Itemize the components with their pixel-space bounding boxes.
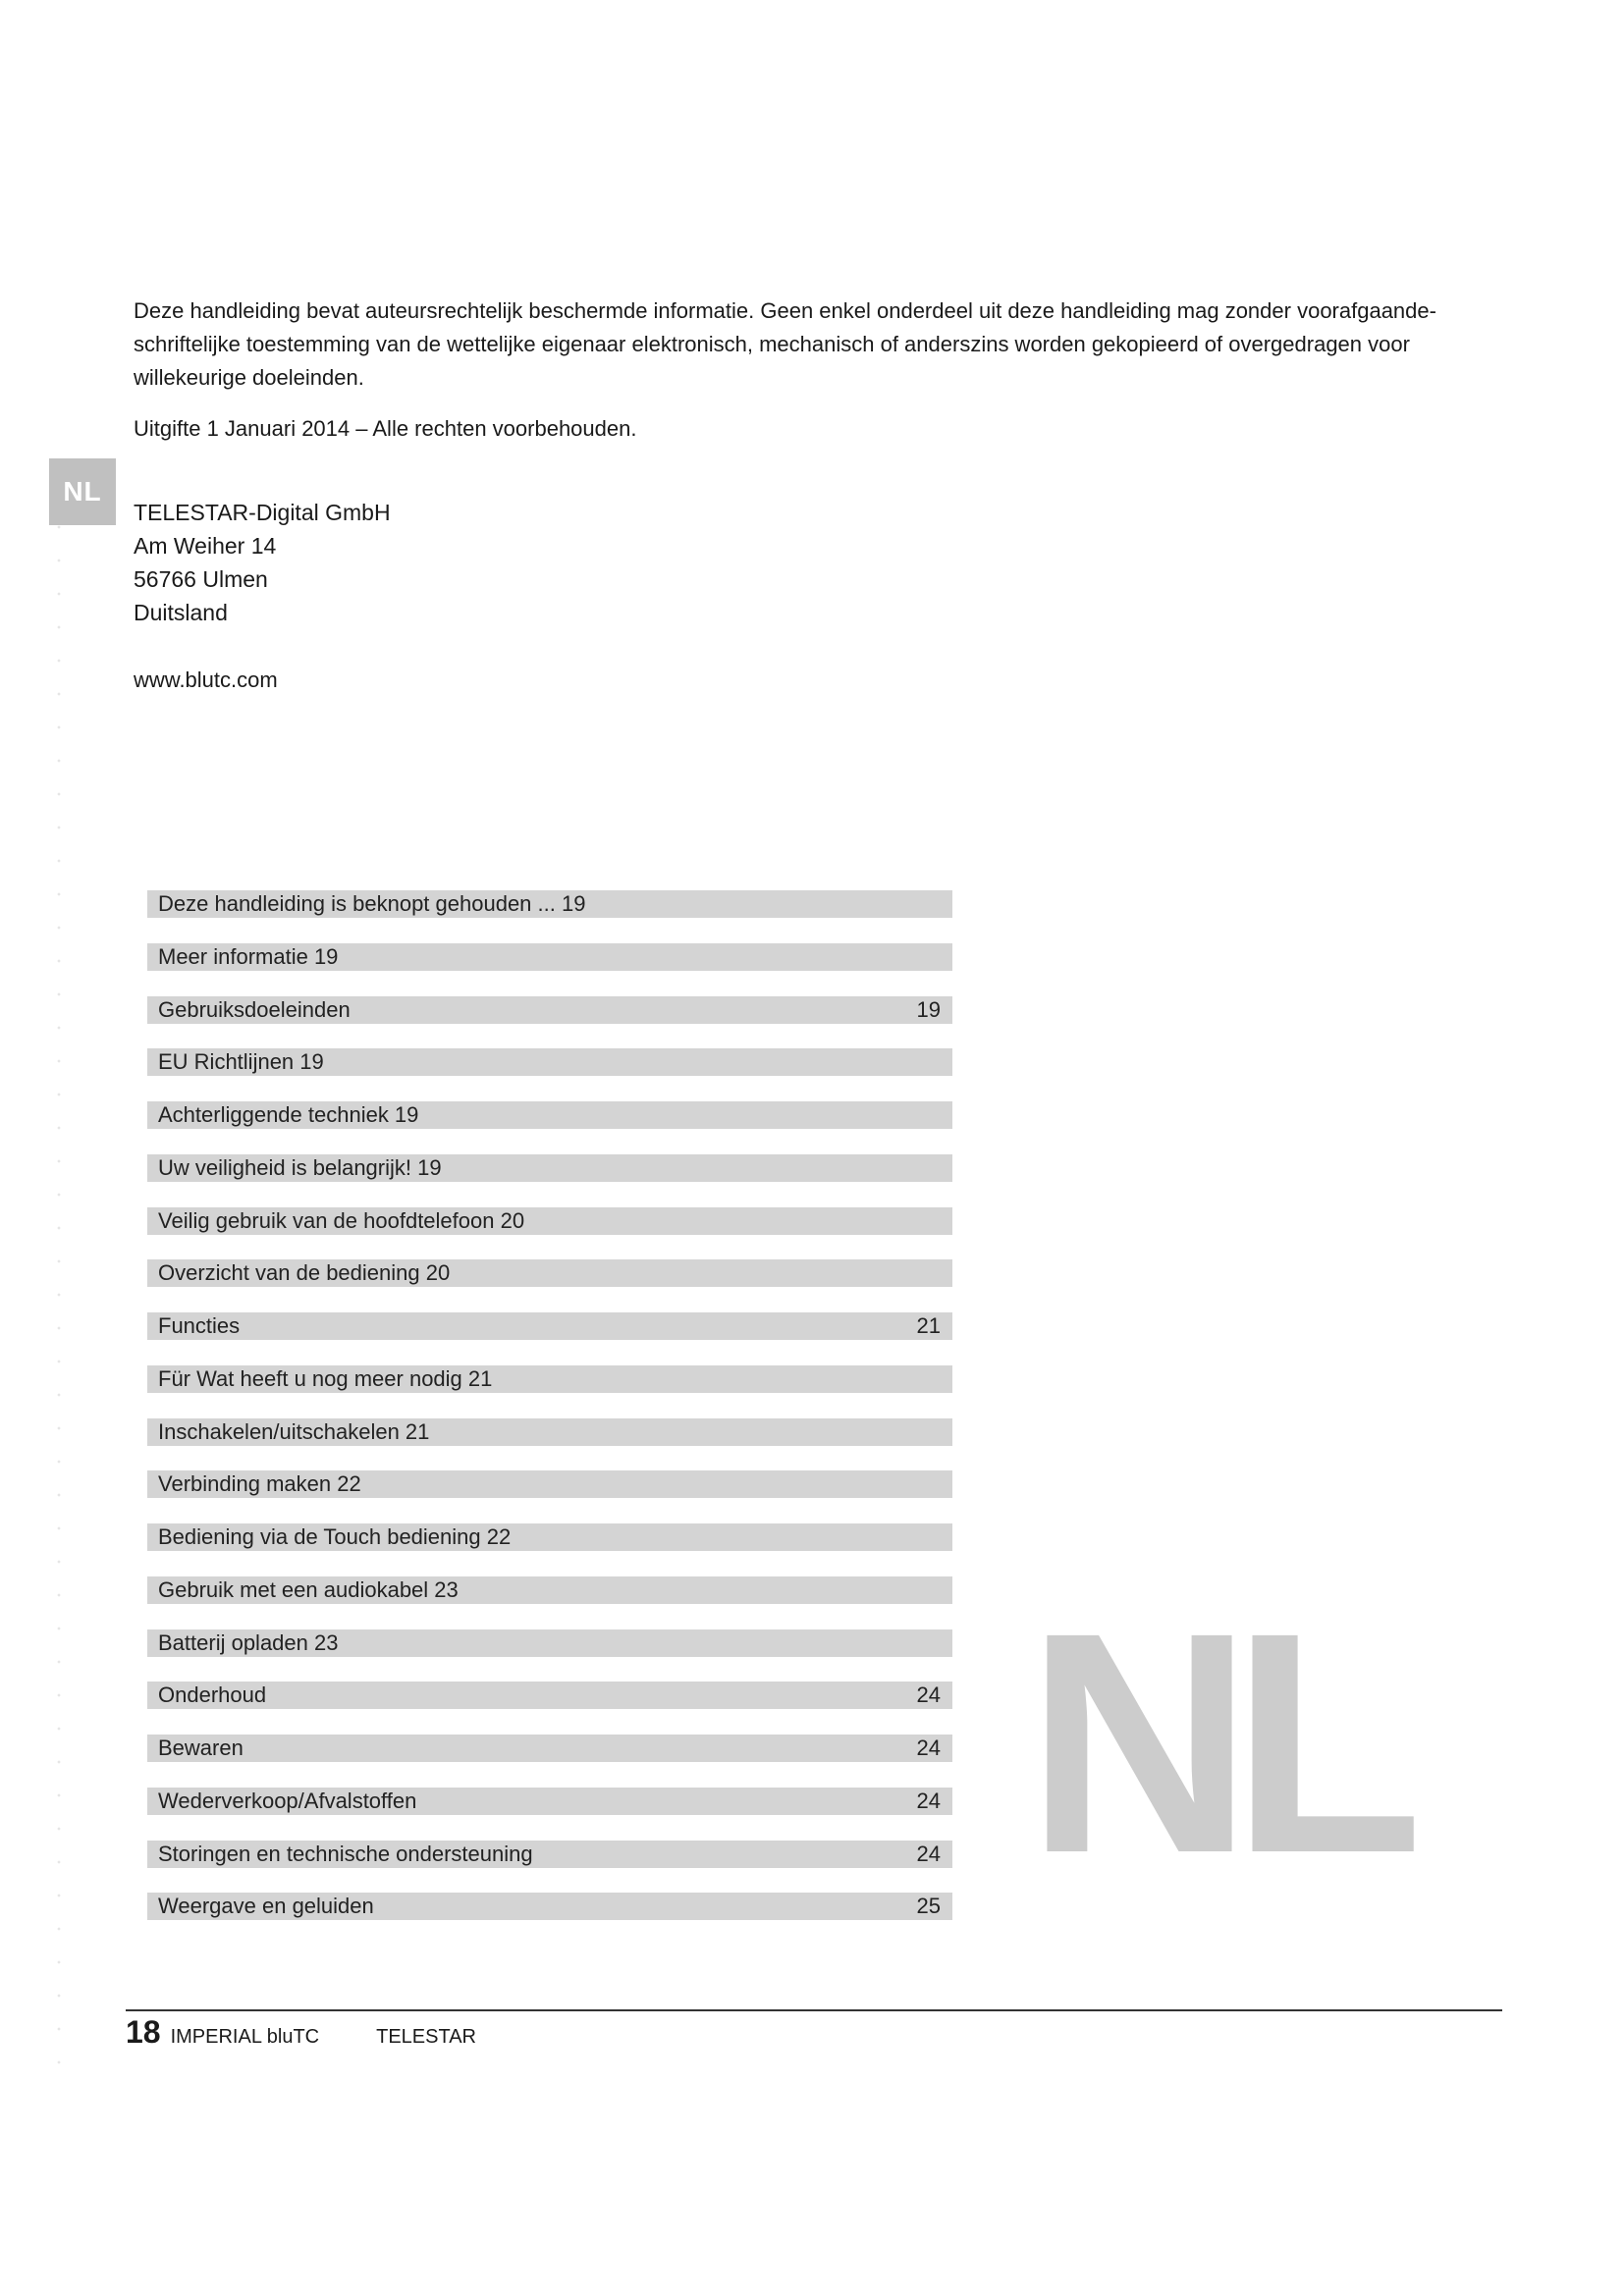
- toc-entry-title: Für Wat heeft u nog meer nodig 21: [158, 1365, 493, 1391]
- toc-entry-title: Veilig gebruik van de hoofdtelefoon 20: [158, 1207, 525, 1233]
- toc-entry-bar[interactable]: [147, 1576, 952, 1604]
- copyright-paragraph: Deze handleiding bevat auteursrechtelijk beschermde informatie. Geen enkel onderdeel uit deze handleiding mag zonder voorafgaande-schriftelijke toestemming van de wettelijke eigenaar elektronisch, mechanisch of anderszins worden gekopieerd of overgedragen voor willekeurige doeleinden.: [134, 298, 1436, 390]
- toc-entry-bar[interactable]: [147, 1259, 952, 1287]
- toc-entry-title: Deze handleiding is beknopt gehouden ... 19: [158, 891, 586, 916]
- toc-entry-title: Inschakelen/uitschakelen 21: [158, 1418, 430, 1444]
- page-number: 18: [126, 2014, 161, 2050]
- toc-entry-title: EU Richtlijnen 19: [158, 1049, 324, 1075]
- toc-entry[interactable]: [147, 1257, 952, 1310]
- toc-entry-title: Wederverkoop/Afvalstoffen: [158, 1788, 417, 1813]
- toc-entry-title: Onderhoud: [158, 1682, 267, 1708]
- toc-entry-bar[interactable]: [147, 1101, 952, 1129]
- toc-entry-page: 24: [916, 1682, 941, 1708]
- company-city: 56766 Ulmen: [134, 566, 268, 592]
- toc-entry-bar[interactable]: [147, 1893, 952, 1920]
- toc-entry[interactable]: [147, 888, 952, 941]
- toc-entry-bar[interactable]: [147, 1418, 952, 1446]
- toc-entry-bar[interactable]: [147, 943, 952, 971]
- toc-entry-bar[interactable]: [147, 1312, 952, 1340]
- toc-entry-bar[interactable]: [147, 1048, 952, 1076]
- toc-entry-title: Bewaren: [158, 1735, 244, 1760]
- toc-entry-title: Weergave en geluiden: [158, 1894, 374, 1919]
- toc-entry[interactable]: [147, 1416, 952, 1469]
- toc-entry[interactable]: [147, 1786, 952, 1839]
- page-footer: [126, 2014, 476, 2054]
- toc-entry-bar[interactable]: [147, 1523, 952, 1551]
- toc-entry-page: 19: [916, 996, 941, 1022]
- toc-entry[interactable]: [147, 1522, 952, 1575]
- toc-entry-title: Gebruik met een audiokabel 23: [158, 1576, 459, 1602]
- language-tab: NL: [49, 458, 116, 525]
- toc-entry-title: Functies: [158, 1313, 241, 1338]
- toc-entry[interactable]: [147, 1468, 952, 1522]
- toc-entry[interactable]: [147, 1839, 952, 1892]
- toc-entry[interactable]: [147, 941, 952, 994]
- company-address: [134, 496, 391, 629]
- toc-entry[interactable]: [147, 1046, 952, 1099]
- toc-entry-bar[interactable]: [147, 1841, 952, 1868]
- toc-entry[interactable]: [147, 1152, 952, 1205]
- toc-entry-bar[interactable]: [147, 996, 952, 1024]
- toc-entry[interactable]: [147, 1310, 952, 1363]
- toc-entry[interactable]: [147, 1575, 952, 1628]
- toc-entry-title: Uw veiligheid is belangrijk! 19: [158, 1154, 442, 1180]
- toc-entry-bar[interactable]: [147, 1629, 952, 1657]
- table-of-contents: [147, 888, 952, 1944]
- toc-entry[interactable]: [147, 1733, 952, 1786]
- toc-entry-bar[interactable]: [147, 1788, 952, 1815]
- toc-entry-page: 24: [916, 1735, 941, 1760]
- toc-entry-page: 24: [916, 1841, 941, 1866]
- toc-entry[interactable]: [147, 1099, 952, 1152]
- language-watermark: NL: [1026, 1567, 1402, 1918]
- toc-entry-title: Bediening via de Touch bediening 22: [158, 1524, 512, 1549]
- toc-entry-bar[interactable]: [147, 1207, 952, 1235]
- toc-entry-title: Batterij opladen 23: [158, 1629, 339, 1655]
- toc-entry-bar[interactable]: [147, 890, 952, 918]
- toc-entry-bar[interactable]: [147, 1365, 952, 1393]
- toc-entry[interactable]: [147, 994, 952, 1047]
- side-dotted-guide: [57, 510, 61, 2081]
- toc-entry[interactable]: [147, 1628, 952, 1681]
- toc-entry-bar[interactable]: [147, 1154, 952, 1182]
- toc-entry-page: 25: [916, 1894, 941, 1919]
- brand-name: TELESTAR: [376, 2026, 476, 2048]
- toc-entry-bar[interactable]: [147, 1470, 952, 1498]
- toc-entry[interactable]: [147, 1680, 952, 1733]
- toc-entry-page: 24: [916, 1788, 941, 1813]
- toc-entry-page: 21: [916, 1313, 941, 1338]
- company-name: TELESTAR-Digital GmbH: [134, 500, 391, 525]
- toc-entry-title: Verbinding maken 22: [158, 1471, 361, 1497]
- toc-entry-title: Overzicht van de bediening 20: [158, 1260, 451, 1286]
- toc-entry[interactable]: [147, 1363, 952, 1416]
- toc-entry[interactable]: [147, 1891, 952, 1944]
- toc-entry-bar[interactable]: [147, 1682, 952, 1709]
- toc-entry[interactable]: [147, 1205, 952, 1258]
- company-street: Am Weiher 14: [134, 533, 277, 559]
- edition-line: Uitgifte 1 Januari 2014 – Alle rechten voorbehouden.: [134, 416, 637, 441]
- toc-entry-title: Storingen en technische ondersteuning: [158, 1841, 533, 1866]
- footer-divider: [126, 2009, 1502, 2011]
- company-country: Duitsland: [134, 600, 228, 625]
- toc-entry-title: Meer informatie 19: [158, 943, 339, 969]
- toc-entry-title: Gebruiksdoeleinden: [158, 996, 351, 1022]
- toc-entry-title: Achterliggende techniek 19: [158, 1102, 419, 1127]
- website-link[interactable]: www.blutc.com: [134, 667, 278, 692]
- toc-entry-bar[interactable]: [147, 1735, 952, 1762]
- product-name: IMPERIAL bluTC: [170, 2026, 320, 2048]
